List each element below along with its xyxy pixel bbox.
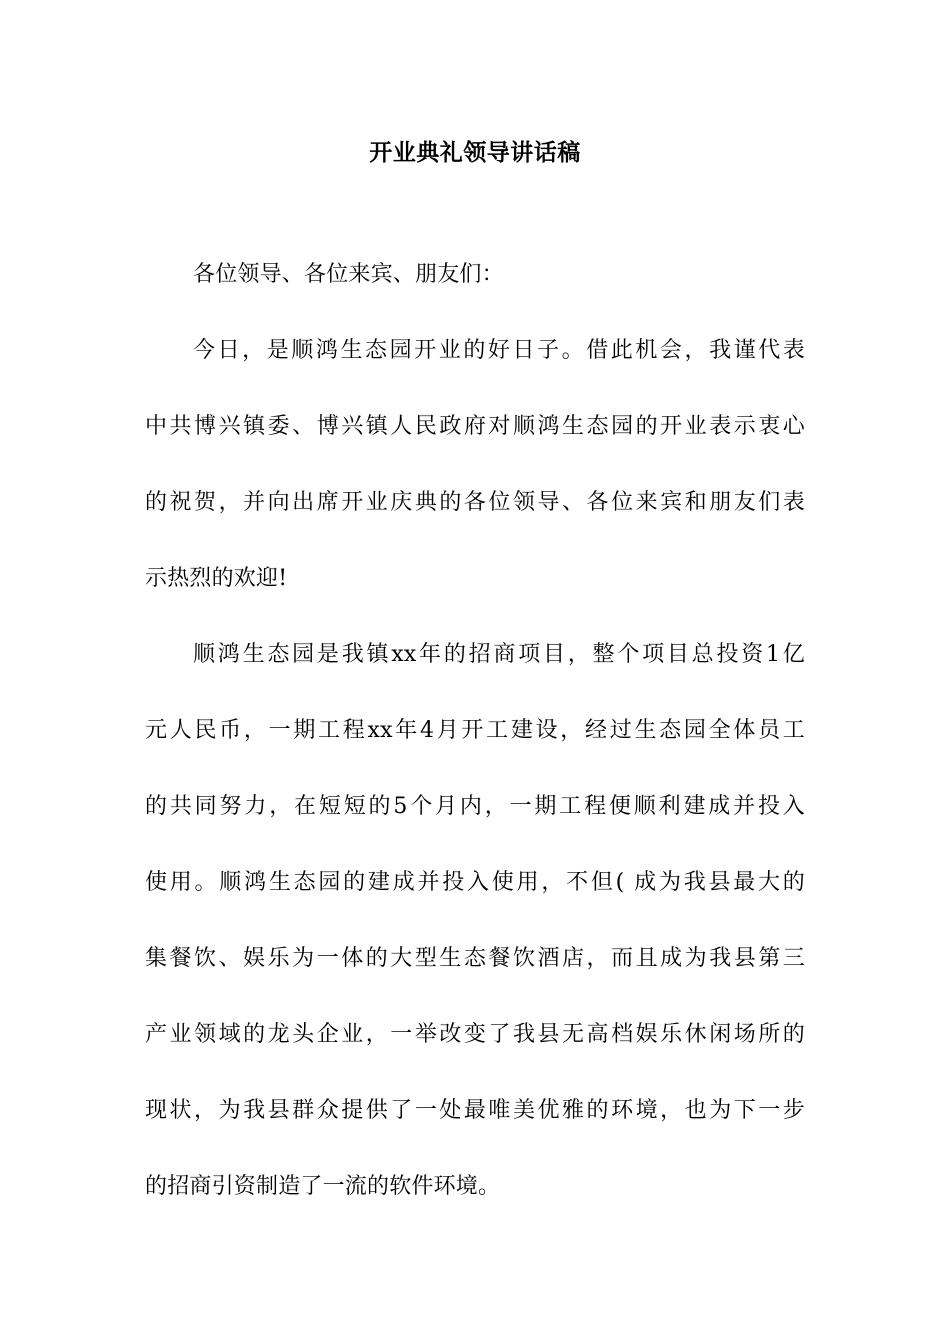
document-body [145, 254, 805, 1242]
body-line: 集餐饮、娱乐为一体的大型生态餐饮酒店，而且成为我县第三 [145, 946, 805, 971]
body-line: 元人民币，一期工程xx年4月开工建设，经过生态园全体员工 [145, 718, 805, 743]
document-title: 开业典礼领导讲话稿 [369, 139, 581, 166]
body-line: 产业领域的龙头企业，一举改变了我县无高档娱乐休闲场所的 [145, 1022, 805, 1047]
body-line: 今日，是顺鸿生态园开业的好日子。借此机会，我谨代表 [193, 338, 805, 363]
body-line: 的共同努力，在短短的5个月内，一期工程便顺利建成并投入 [145, 794, 805, 819]
body-line: 的祝贺，并向出席开业庆典的各位领导、各位来宾和朋友们表 [145, 490, 805, 515]
body-line: 现状，为我县群众提供了一处最唯美优雅的环境，也为下一步 [145, 1098, 805, 1123]
body-line: 的招商引资制造了一流的软件环境。 [145, 1174, 501, 1199]
body-line: 使用。顺鸿生态园的建成并投入使用，不但( 成为我县最大的 [145, 870, 805, 895]
body-line: 示热烈的欢迎! [145, 566, 288, 591]
body-line: 各位领导、各位来宾、朋友们： [193, 262, 504, 287]
body-line: 顺鸿生态园是我镇xx年的招商项目，整个项目总投资1亿 [193, 642, 805, 667]
body-line: 中共博兴镇委、博兴镇人民政府对顺鸿生态园的开业表示衷心 [145, 414, 805, 439]
